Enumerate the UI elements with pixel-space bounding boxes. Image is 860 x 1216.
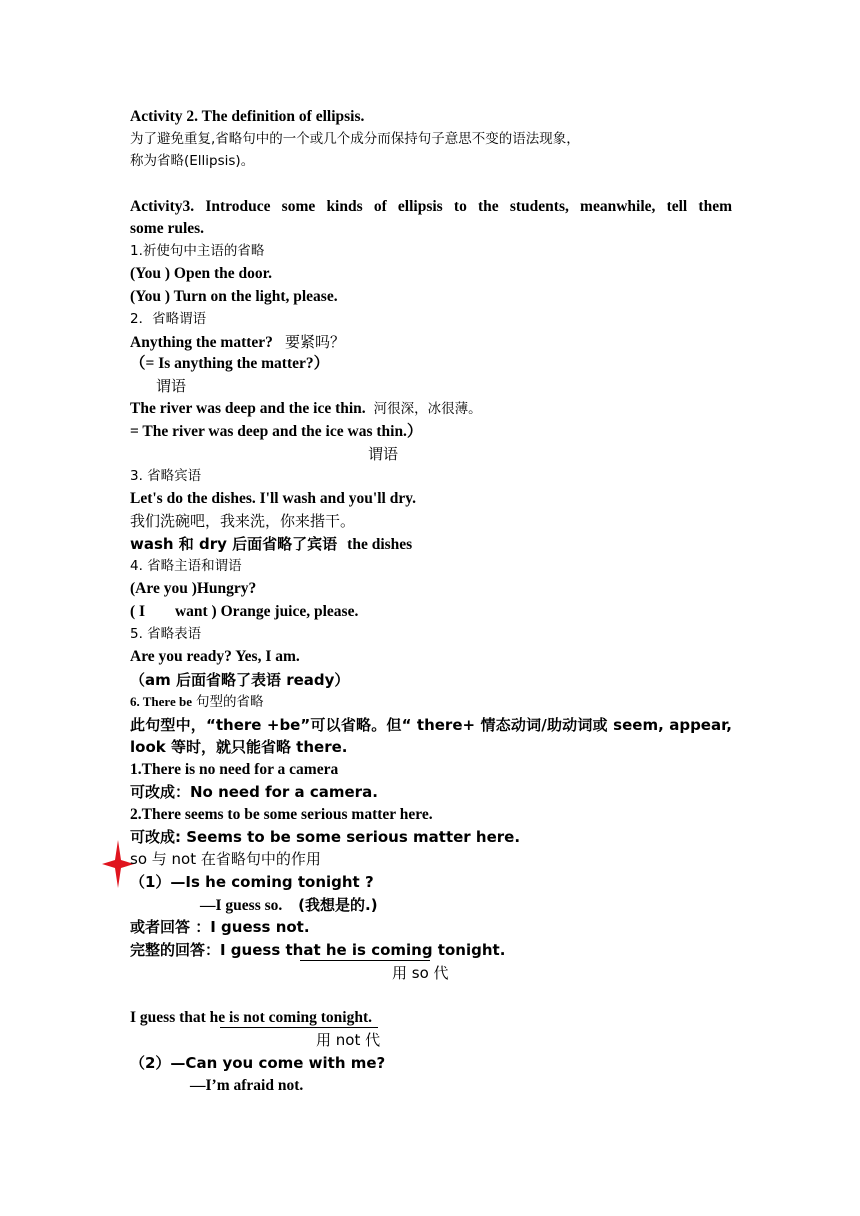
not-underline <box>220 1027 378 1028</box>
section4-example-2-a: ( I <box>130 603 146 620</box>
not-replace-label: 用 not 代 <box>316 1031 381 1049</box>
activity2-definition-cn-2: 称为省略(Ellipsis)。 <box>130 153 255 169</box>
so-answer-1 <box>200 894 378 916</box>
section3-example-1: Let's do the dishes. I'll wash and you'll dry. <box>130 490 416 507</box>
section2-predicate-label-1: 谓语 <box>156 377 187 395</box>
so-answer-1-cn: (我想是的.) <box>298 896 378 914</box>
section3-note-cn: wash 和 dry 后面省略了宾语 <box>130 535 338 553</box>
section2-example-2-en: The river was deep and the ice thin. <box>130 400 366 417</box>
section1-example-2: (You ) Turn on the light, please. <box>130 288 338 305</box>
answer-2: —I’m afraid not. <box>190 1077 304 1094</box>
section6-example-2-alt: 可改成: Seems to be some serious matter here. <box>130 828 521 846</box>
section6-heading <box>130 691 264 713</box>
so-full-answer: 完整的回答：I guess that he is coming tonight. <box>130 941 506 959</box>
section2-example-1 <box>130 331 345 353</box>
section1-example-1: (You ) Open the door. <box>130 265 272 282</box>
section4-example-2-b: want ) Orange juice, please. <box>174 603 359 620</box>
activity2-title: Activity 2. The definition of ellipsis. <box>130 108 365 125</box>
activity2-definition-cn: 为了避免重复,省略句中的一个或几个成分而保持句子意思不变的语法现象， <box>130 131 580 147</box>
section4-example-2 <box>130 601 358 623</box>
section2-example-2-cn: 河很深，冰很薄。 <box>373 401 482 417</box>
so-not-heading: so 与 not 在省略句中的作用 <box>130 850 321 868</box>
section6-example-1-alt: 可改成：No need for a camera. <box>130 783 378 801</box>
section2-example-1-en: Anything the matter? <box>130 334 273 351</box>
section1-heading: 1.祈使句中主语的省略 <box>130 243 265 259</box>
section3-heading: 3. 省略宾语 <box>130 468 202 484</box>
section6-example-2: 2.There seems to be some serious matter here. <box>130 806 433 823</box>
so-answer-1-en: —I guess so. <box>200 897 283 914</box>
section6-example-1: 1.There is no need for a camera <box>130 761 339 778</box>
section3-example-1-cn: 我们洗碗吧，我来洗，你来揩干。 <box>130 512 356 530</box>
section5-heading: 5. 省略表语 <box>130 626 202 642</box>
section6-rule: 此句型中，“there +be”可以省略。但“ there+ 情态动词/助动词或 seem, appear, <box>130 716 732 734</box>
section2-example-1-cn: 要紧吗？ <box>284 333 345 351</box>
not-full-answer: I guess that he is not coming tonight. <box>130 1009 372 1026</box>
section2-example-2-full: = The river was deep and the ice was thin.） <box>130 423 423 440</box>
question-2: （2）—Can you come with me? <box>130 1054 386 1072</box>
section6-rule-cont: look 等时，就只能省略 there. <box>130 738 348 756</box>
section2-example-2 <box>130 398 482 420</box>
so-replace-label: 用 so 代 <box>392 964 449 982</box>
section4-heading: 4. 省略主语和谓语 <box>130 558 242 574</box>
activity3-title: Activity3. Introduce some kinds of ellipsis to the students, meanwhile, tell them <box>130 198 732 215</box>
section6-heading-cn: 句型的省略 <box>196 694 264 710</box>
section5-example-1: Are you ready? Yes, I am. <box>130 648 300 665</box>
so-question-1: （1）—Is he coming tonight ? <box>130 873 374 891</box>
activity3-title-cont: some rules. <box>130 220 205 237</box>
section3-note-en: the dishes <box>347 536 413 553</box>
section2-example-1-full: （= Is anything the matter?） <box>130 355 330 372</box>
so-alt-answer: 或者回答 ：I guess not. <box>130 918 310 936</box>
so-underline <box>300 960 430 961</box>
section4-example-1: (Are you )Hungry? <box>130 580 257 597</box>
section6-heading-en: 6. There be <box>130 694 192 709</box>
section3-note <box>130 533 412 555</box>
section2-heading: 2．省略谓语 <box>130 311 207 327</box>
section2-predicate-label-2: 谓语 <box>368 445 399 463</box>
section5-note: （am 后面省略了表语 ready） <box>130 671 350 689</box>
